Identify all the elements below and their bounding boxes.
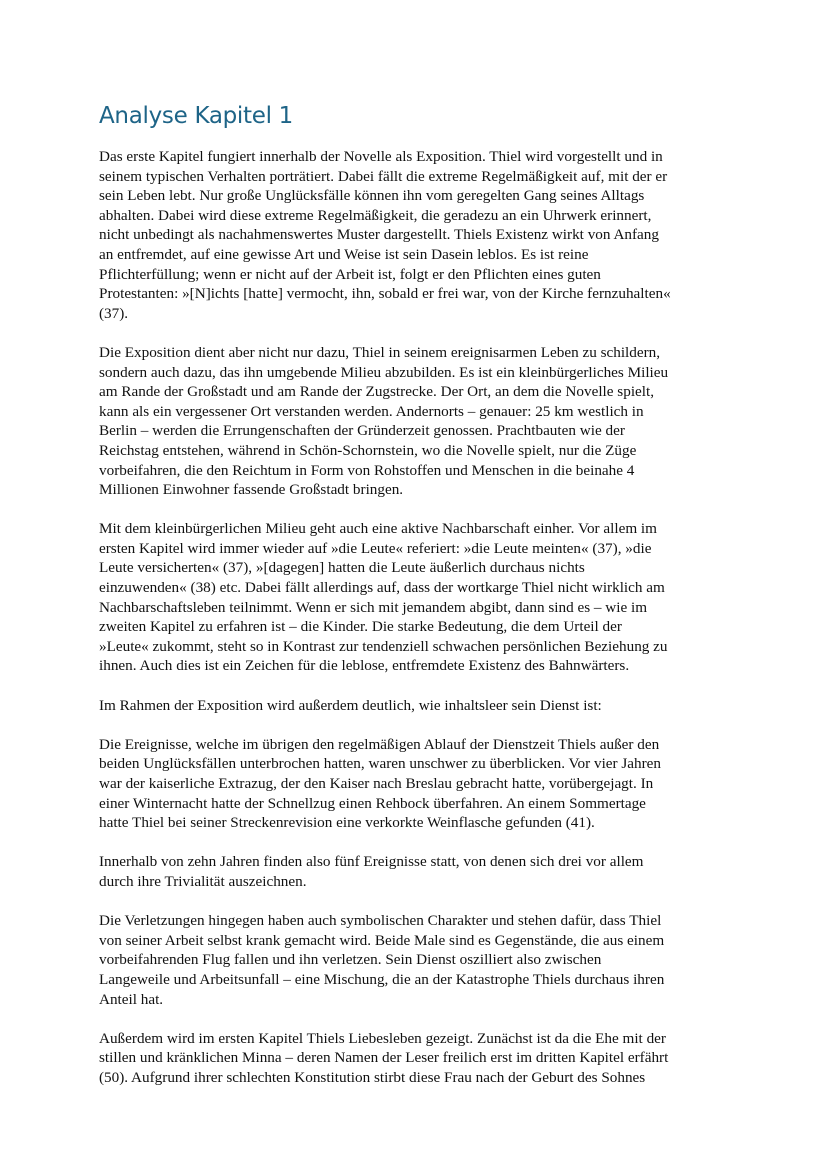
paragraph-spacer xyxy=(99,833,739,853)
body-paragraph xyxy=(99,735,739,833)
text-line: an entfremdet, auf eine gewisse Art und Weise ist sein Dasein leblos. Es ist reine xyxy=(99,245,589,263)
text-line: einer Winternacht hatte der Schnellzug einen Rehbock überfahren. An einem Sommertage xyxy=(99,794,646,812)
spacer xyxy=(99,132,739,147)
body-paragraph xyxy=(99,147,739,323)
text-line: Reichstag entstehen, während in Schön-Schornstein, wo die Novelle spielt, nur die Züge xyxy=(99,441,637,459)
text-line: Mit dem kleinbürgerlichen Milieu geht auch eine aktive Nachbarschaft einher. Vor allem im xyxy=(99,520,657,538)
text-line: kann als ein vergessener Ort verstanden werden. Andernorts – genauer: 25 km westlich in xyxy=(99,402,644,420)
text-line: »Leute« zukommt, steht so in Kontrast zur tendenziell schwachen persönlichen Beziehung zu xyxy=(99,637,668,655)
text-line: (37). xyxy=(99,304,129,322)
text-line: abhalten. Dabei wird diese extreme Regelmäßigkeit, die geradezu an ein Uhrwerk erinnert, xyxy=(99,206,652,224)
paragraph-spacer xyxy=(99,1009,739,1029)
body-paragraph xyxy=(99,696,739,716)
text-line: sein Leben lebt. Nur große Unglücksfälle können ihn vom geregelten Gang seines Alltags xyxy=(99,187,645,205)
text-line: ihnen. Auch dies ist ein Zeichen für die leblose, entfremdete Existenz des Bahnwärters. xyxy=(99,657,630,675)
text-line: Die Exposition dient aber nicht nur dazu, Thiel in seinem ereignisarmen Leben zu schildern, xyxy=(99,343,661,361)
text-line: Millionen Einwohner fassende Großstadt bringen. xyxy=(99,481,404,499)
text-line: beiden Unglücksfällen unterbrochen hatten, waren unschwer zu überblicken. Vor vier Jahren xyxy=(99,755,662,773)
text-line: zweiten Kapitel zu erfahren ist – die Kinder. Die starke Bedeutung, die dem Urteil der xyxy=(99,618,622,636)
text-line: nicht unbedingt als nachahmenswertes Muster dargestellt. Thiels Existenz wirkt von Anfang xyxy=(99,226,659,244)
text-line: ersten Kapitel wird immer wieder auf »die Leute« referiert: »die Leute meinten« (37), »die xyxy=(99,539,652,557)
text-line: Langeweile und Arbeitsunfall – eine Mischung, die an der Katastrophe Thiels durchaus ihren xyxy=(99,970,665,988)
text-line: Pflichterfüllung; wenn er nicht auf der Arbeit ist, folgt er den Pflichten eines guten xyxy=(99,265,601,283)
text-line: Die Verletzungen hingegen haben auch symbolischen Charakter und stehen dafür, dass Thiel xyxy=(99,912,662,930)
text-line: Nachbarschaftsleben teilnimmt. Wenn er sich mit jemandem abgibt, dann sind es – wie im xyxy=(99,598,648,616)
body-paragraph xyxy=(99,911,739,1009)
text-line: Anteil hat. xyxy=(99,990,164,1008)
body-paragraph xyxy=(99,343,739,500)
text-line: am Rande der Großstadt und am Rande der Zugstrecke. Der Ort, an dem die Novelle spielt, xyxy=(99,383,655,401)
text-line: Die Ereignisse, welche im übrigen den regelmäßigen Ablauf der Dienstzeit Thiels außer den xyxy=(99,735,660,753)
paragraph-container xyxy=(99,147,739,1088)
body-paragraph xyxy=(99,852,739,891)
paragraph-spacer xyxy=(99,715,739,735)
text-line: Das erste Kapitel fungiert innerhalb der Novelle als Exposition. Thiel wird vorgestellt und in xyxy=(99,148,663,165)
body-paragraph xyxy=(99,519,739,676)
text-line: durch ihre Trivialität auszeichnen. xyxy=(99,872,307,890)
text-line: stillen und kränklichen Minna – deren Namen der Leser freilich erst im dritten Kapitel erfährt xyxy=(99,1049,669,1067)
document-body xyxy=(99,100,739,1088)
text-line: seinem typischen Verhalten porträtiert. Dabei fällt die extreme Regelmäßigkeit auf, mit der er xyxy=(99,167,668,185)
document-title: Analyse Kapitel 1 xyxy=(99,103,294,129)
text-line: einzuwenden« (38) etc. Dabei fällt allerdings auf, dass der wortkarge Thiel nicht wirklich am xyxy=(99,579,665,597)
paragraph-spacer xyxy=(99,323,739,343)
text-line: Protestanten: »[N]ichts [hatte] vermocht, ihn, sobald er frei war, von der Kirche fernzuhalten« xyxy=(99,285,671,303)
paragraph-spacer xyxy=(99,676,739,696)
paragraph-spacer xyxy=(99,500,739,520)
text-line: (50). Aufgrund ihrer schlechten Konstitution stirbt diese Frau nach der Geburt des Sohnes xyxy=(99,1068,646,1086)
text-line: vorbeifahren, die den Reichtum in Form von Rohstoffen und Menschen in die beinahe 4 xyxy=(99,461,635,479)
text-line: sondern auch dazu, das ihn umgebende Milieu abzubilden. Es ist ein kleinbürgerliches Milieu xyxy=(99,363,669,381)
paragraph-spacer xyxy=(99,892,739,912)
text-line: Außerdem wird im ersten Kapitel Thiels Liebesleben gezeigt. Zunächst ist da die Ehe mit der xyxy=(99,1029,666,1047)
text-line: Innerhalb von zehn Jahren finden also fünf Ereignisse statt, von denen sich drei vor allem xyxy=(99,853,644,871)
text-line: Berlin – werden die Errungenschaften der Gründerzeit genossen. Prachtbauten wie der xyxy=(99,422,625,440)
text-line: von seiner Arbeit selbst krank gemacht wird. Beide Male sind es Gegenstände, die aus einem xyxy=(99,931,665,949)
body-paragraph xyxy=(99,1029,739,1088)
text-line: hatte Thiel bei seiner Streckenrevision eine verkorkte Weinflasche gefunden (41). xyxy=(99,814,595,832)
text-line: Im Rahmen der Exposition wird außerdem deutlich, wie inhaltsleer sein Dienst ist: xyxy=(99,696,602,714)
text-line: vorbeifahrenden Flug fallen und ihn verletzen. Sein Dienst oszilliert also zwischen xyxy=(99,951,602,969)
text-line: war der kaiserliche Extrazug, der den Kaiser nach Breslau gebracht hatte, vorübergejagt. In xyxy=(99,775,654,792)
text-line: Leute versicherten« (37), »[dagegen] hatten die Leute äußerlich durchaus nichts xyxy=(99,559,585,577)
